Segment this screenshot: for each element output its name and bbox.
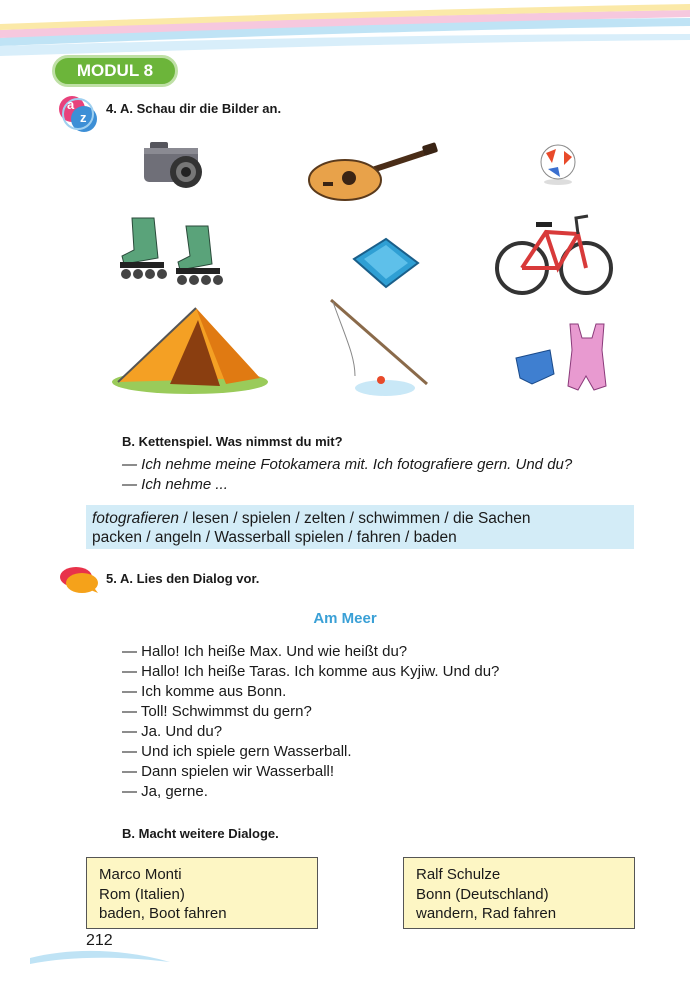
modul-label: MODUL 8: [52, 55, 178, 87]
task5b-title: B. Macht weitere Dialoge.: [122, 826, 279, 841]
bicycle-icon: [494, 208, 614, 298]
badge-letter-z: z: [80, 110, 87, 125]
dialog-line: — Ja. Und du?: [122, 723, 223, 740]
dialog-line: — Ja, gerne.: [122, 783, 208, 800]
badge-letter-a: a: [67, 97, 75, 112]
task4-title: 4. A. Schau dir die Bilder an.: [106, 101, 282, 116]
card-ralf-schulze: [403, 857, 635, 929]
word-box: [86, 505, 634, 549]
header-decoration: [0, 0, 690, 60]
page-number: 212: [86, 932, 113, 949]
dialog-title: Am Meer: [313, 610, 377, 627]
speech-icon: [58, 565, 100, 595]
card-hobbies: wandern, Rad fahren: [416, 905, 557, 922]
card-hobbies: baden, Boot fahren: [99, 905, 227, 922]
card-marco-monti: [86, 857, 318, 929]
swimwear-icon: [512, 320, 612, 396]
card-city: Bonn (Deutschland): [416, 885, 549, 903]
dialog-line: — Und ich spiele gern Wasserball.: [122, 743, 352, 760]
dialog-line: — Hallo! Ich heiße Taras. Ich komme aus Kyjiw. Und du?: [122, 663, 500, 680]
card-city: Rom (Italien): [99, 885, 185, 903]
camera-icon: [140, 138, 212, 190]
word-box-rest: / lesen / spielen / zelten / schwimmen / die Sachen: [179, 510, 531, 527]
az-badge-icon: [56, 94, 100, 134]
fishing-rod-icon: [325, 296, 435, 400]
task5-title: 5. A. Lies den Dialog vor.: [106, 571, 260, 586]
dialog-line: — Ich komme aus Bonn.: [122, 683, 287, 700]
card-name: Marco Monti: [99, 866, 182, 883]
football-icon: [538, 143, 578, 185]
word-box-first: fotografieren: [92, 510, 180, 527]
dialog-line: — Dann spielen wir Wasserball!: [122, 763, 335, 780]
dialog-line: — Toll! Schwimmst du gern?: [122, 703, 312, 720]
chain-game-line: — Ich nehme ...: [122, 476, 228, 493]
inline-skates-icon: [114, 214, 232, 286]
card-name: Ralf Schulze: [416, 866, 501, 883]
tent-icon: [110, 300, 270, 396]
book-icon: [350, 235, 422, 291]
dialog-line: — Hallo! Ich heiße Max. Und wie heißt du?: [122, 643, 408, 660]
guitar-icon: [305, 142, 440, 202]
word-box-line2: packen / angeln / Wasserball spielen / fahren / baden: [92, 529, 457, 546]
task4b-title: B. Kettenspiel. Was nimmst du mit?: [122, 434, 343, 449]
chain-game-line: — Ich nehme meine Fotokamera mit. Ich fotografiere gern. Und du?: [122, 456, 573, 473]
